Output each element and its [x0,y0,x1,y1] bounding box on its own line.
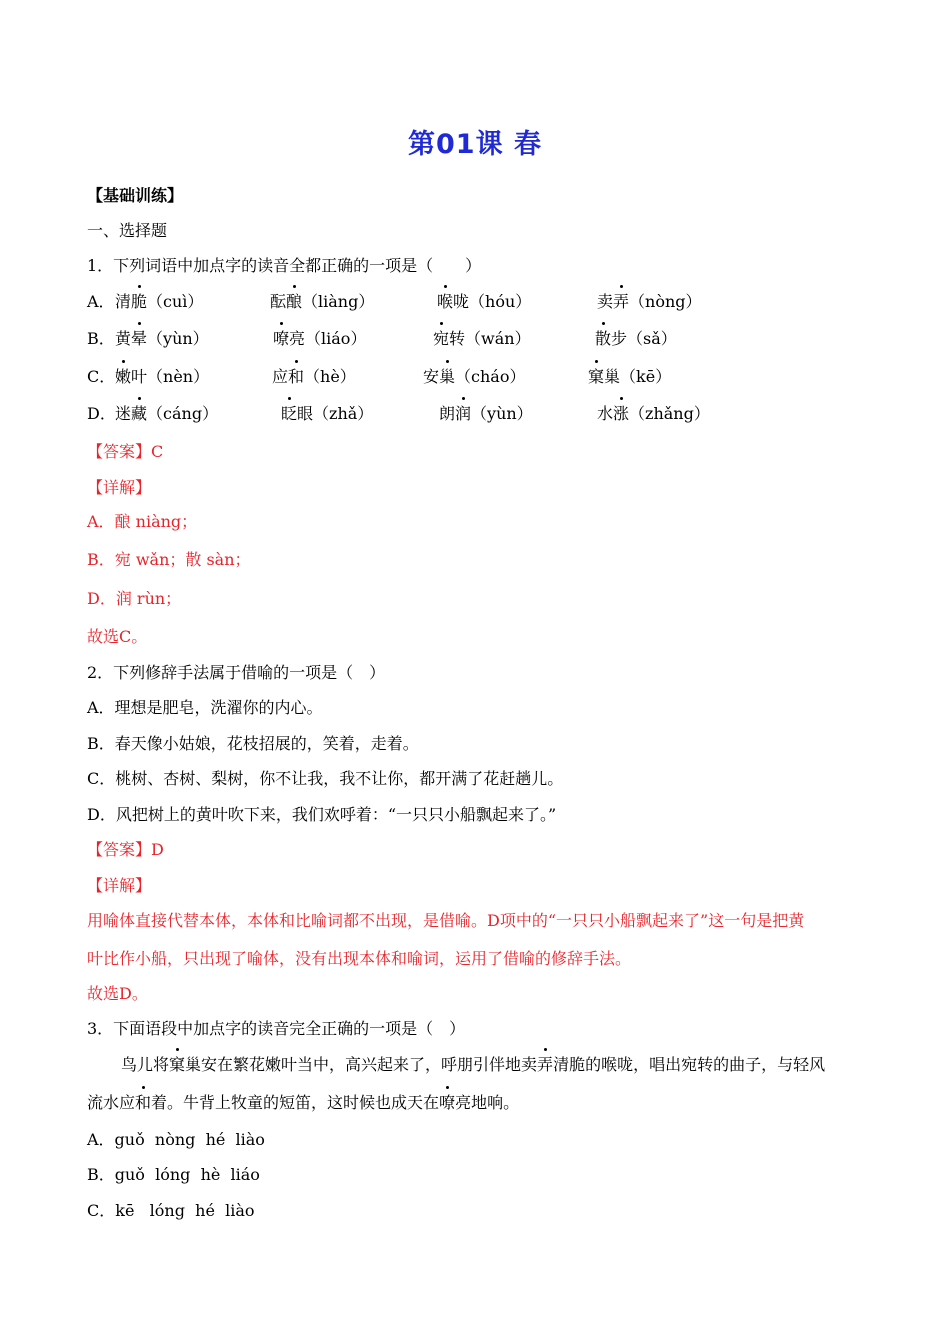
q1-explain-d: D．润 rùn； [87,589,182,608]
q2-answer: 【答案】D [87,840,164,859]
dotted-char: 脆 [131,292,148,311]
q2-option-d: D．风把树上的黄叶吹下来，我们欢呼着：“一只只小船飘起来了。” [87,805,557,824]
q2-explain-line-2: 叶比作小船，只出现了喻体，没有出现本体和喻词，运用了借喻的修辞手法。 [87,949,632,968]
page-title: 第01课 春 [408,129,542,160]
q2-conclusion: 故选D。 [87,984,148,1003]
dotted-char: 嘹 [273,329,290,348]
q2-stem: 2．下列修辞手法属于借喻的一项是（ ） [87,663,386,682]
dotted-char: 和 [288,367,305,386]
q1-option-label: B． [87,329,115,348]
q1-item: 迷藏（cáng） [115,404,219,423]
dotted-char: 弄 [613,292,630,311]
q1-item: 酝酿（liàng） [270,292,375,311]
q1-option-label: D． [87,404,116,423]
q3-option-b: B．guǒ lóng hè liáo [87,1165,260,1184]
q3-passage-line-1: 鸟儿将窠巢安在繁花嫩叶当中，高兴起来了，呼朋引伴地卖弄清脆的喉咙，唱出宛转的曲子，与轻风 [121,1055,826,1074]
q1-item: 水涨（zhǎng） [597,404,710,423]
q2-option-a: A．理想是肥皂，洗濯你的内心。 [87,698,323,717]
q1-item: 清脆（cuì） [115,292,204,311]
q1-explain-a: A．酿 niàng； [87,512,198,531]
q3-option-c: C．kē lóng hé liào [87,1201,255,1220]
q3-stem: 3．下面语段中加点字的读音完全正确的一项是（ ） [87,1019,466,1038]
q1-item: 散步（sǎ） [595,329,677,348]
dotted-char: 嘹 [439,1093,456,1112]
dotted-char: 晕 [131,329,148,348]
q1-item: 眨眼（zhǎ） [281,404,374,423]
q1-item: 安巢（cháo） [423,367,526,386]
q1-item: 宛转（wán） [433,329,531,348]
q1-item: 嫩叶（nèn） [115,367,210,386]
q1-explain-b: B．宛 wǎn；散 sàn； [87,550,251,569]
section-heading: 【基础训练】 [87,186,184,205]
dotted-char: 巢 [439,367,456,386]
q1-item: 喉咙（hóu） [437,292,532,311]
q1-item: 应和（hè） [272,367,356,386]
q1-stem: 1．下列词语中加点字的读音全都正确的一项是（ ） [87,256,482,275]
q2-option-b: B．春天像小姑娘，花枝招展的，笑着，走着。 [87,734,419,753]
q3-option-a: A．guǒ nòng hé liào [87,1130,265,1149]
dotted-char: 弄 [537,1055,554,1074]
q2-explain-line-1: 用喻体直接代替本体，本体和比喻词都不出现，是借喻。D项中的“一只只小船飘起来了”这一句是把黄 [87,911,805,930]
q1-option-label: A． [87,292,115,311]
part-heading: 一、选择题 [87,221,168,240]
dotted-char: 宛 [433,329,450,348]
q1-conclusion: 故选C。 [87,627,148,646]
dotted-char: 和 [135,1093,152,1112]
dotted-char: 散 [595,329,612,348]
q1-answer: 【答案】C [87,442,164,461]
dotted-char: 藏 [131,404,148,423]
q1-item: 黄晕（yùn） [115,329,209,348]
dotted-char: 眨 [281,404,298,423]
q2-option-c: C．桃树、杏树、梨树，你不让我，我不让你，都开满了花赶趟儿。 [87,769,564,788]
dotted-char: 窠 [169,1055,186,1074]
q3-passage-line-2: 流水应和着。牛背上牧童的短笛，这时候也成天在嘹亮地响。 [87,1093,520,1112]
dotted-char: 嫩 [115,367,132,386]
q1-item: 卖弄（nòng） [597,292,702,311]
q1-option-label: C． [87,367,116,386]
q1-item: 嘹亮（liáo） [273,329,367,348]
dotted-char: 窠 [588,367,605,386]
q1-item: 窠巢（kē） [588,367,672,386]
q2-detail-heading: 【详解】 [87,876,152,895]
q1-detail-heading: 【详解】 [87,478,152,497]
dotted-char: 涨 [613,404,630,423]
dotted-char: 喉 [437,292,454,311]
q1-item: 朗润（yùn） [439,404,533,423]
dotted-char: 酿 [286,292,303,311]
dotted-char: 润 [455,404,472,423]
